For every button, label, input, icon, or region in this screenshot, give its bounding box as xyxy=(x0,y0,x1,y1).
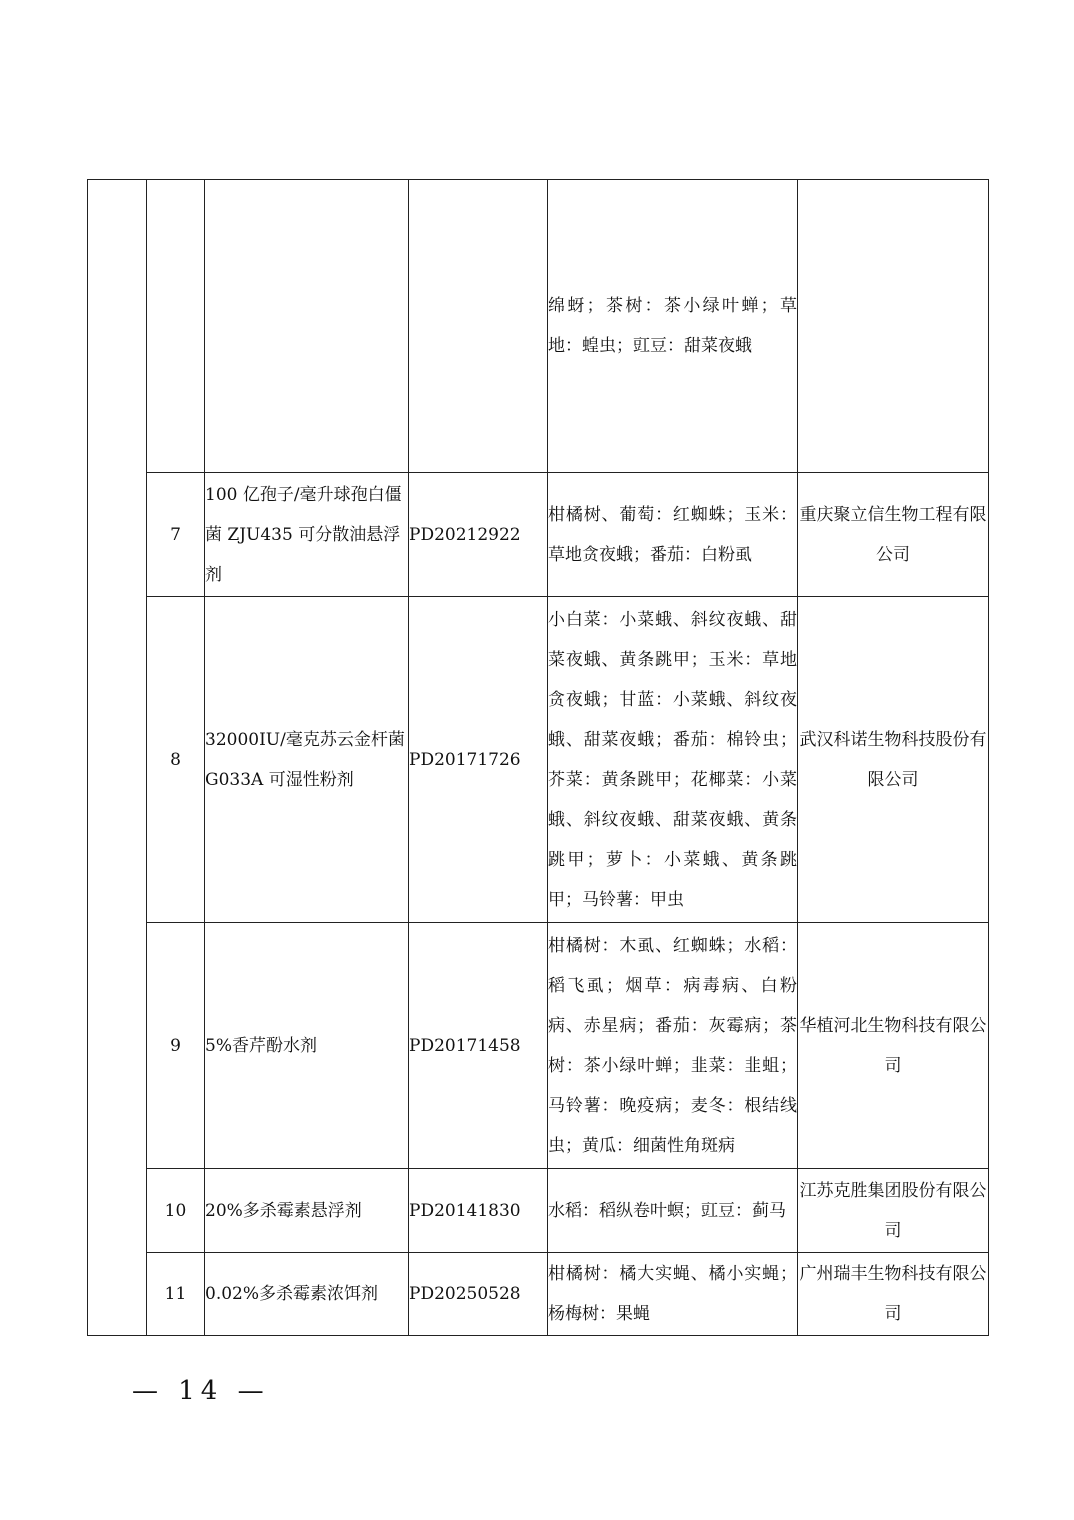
registrant: 武汉科诺生物科技股份有限公司 xyxy=(798,597,989,923)
row-number: 8 xyxy=(147,597,205,923)
registrant xyxy=(798,180,989,473)
registrant: 重庆聚立信生物工程有限公司 xyxy=(798,473,989,597)
row-number: 10 xyxy=(147,1169,205,1253)
usage-scope: 柑橘树、葡萄：红蜘蛛；玉米：草地贪夜蛾；番茄：白粉虱 xyxy=(548,473,798,597)
category-cell xyxy=(88,180,147,1336)
usage-scope: 水稻：稻纵卷叶螟；豇豆：蓟马 xyxy=(548,1169,798,1253)
product-name: 20%多杀霉素悬浮剂 xyxy=(205,1169,409,1253)
row-number xyxy=(147,180,205,473)
registration-number: PD20171458 xyxy=(409,923,548,1169)
table-row xyxy=(88,597,989,923)
table-row xyxy=(88,1169,989,1253)
product-name: 32000IU/毫克苏云金杆菌 G033A 可湿性粉剂 xyxy=(205,597,409,923)
usage-scope: 小白菜：小菜蛾、斜纹夜蛾、甜菜夜蛾、黄条跳甲；玉米：草地贪夜蛾；甘蓝：小菜蛾、斜纹夜蛾、甜菜夜蛾；番茄：棉铃虫；芥菜：黄条跳甲；花椰菜：小菜蛾、斜纹夜蛾、甜菜夜蛾、黄条跳甲；萝卜：小菜蛾、黄条跳甲；马铃薯：甲虫 xyxy=(548,597,798,923)
registrant: 华植河北生物科技有限公司 xyxy=(798,923,989,1169)
product-name: 0.02%多杀霉素浓饵剂 xyxy=(205,1253,409,1336)
registration-number xyxy=(409,180,548,473)
registration-number: PD20171726 xyxy=(409,597,548,923)
registrant: 江苏克胜集团股份有限公司 xyxy=(798,1169,989,1253)
table-row xyxy=(88,923,989,1169)
product-name: 100 亿孢子/毫升球孢白僵菌 ZJU435 可分散油悬浮剂 xyxy=(205,473,409,597)
product-name xyxy=(205,180,409,473)
registrant: 广州瑞丰生物科技有限公司 xyxy=(798,1253,989,1336)
table-row xyxy=(88,473,989,597)
product-name: 5%香芹酚水剂 xyxy=(205,923,409,1169)
registration-number: PD20212922 xyxy=(409,473,548,597)
table-row xyxy=(88,180,989,473)
row-number: 9 xyxy=(147,923,205,1169)
registration-number: PD20141830 xyxy=(409,1169,548,1253)
usage-scope: 柑橘树：橘大实蝇、橘小实蝇；杨梅树：果蝇 xyxy=(548,1253,798,1336)
usage-scope: 绵蚜；茶树：茶小绿叶蝉；草地：蝗虫；豇豆：甜菜夜蛾 xyxy=(548,180,798,473)
row-number: 7 xyxy=(147,473,205,597)
usage-scope: 柑橘树：木虱、红蜘蛛；水稻：稻飞虱；烟草：病毒病、白粉病、赤星病；番茄：灰霉病；茶树：茶小绿叶蝉；韭菜：韭蛆；马铃薯：晚疫病；麦冬：根结线虫；黄瓜：细菌性角斑病 xyxy=(548,923,798,1169)
page-number: — 14 — xyxy=(132,1376,270,1406)
registration-table xyxy=(87,179,989,1336)
row-number: 11 xyxy=(147,1253,205,1336)
registration-number: PD20250528 xyxy=(409,1253,548,1336)
table-row xyxy=(88,1253,989,1336)
